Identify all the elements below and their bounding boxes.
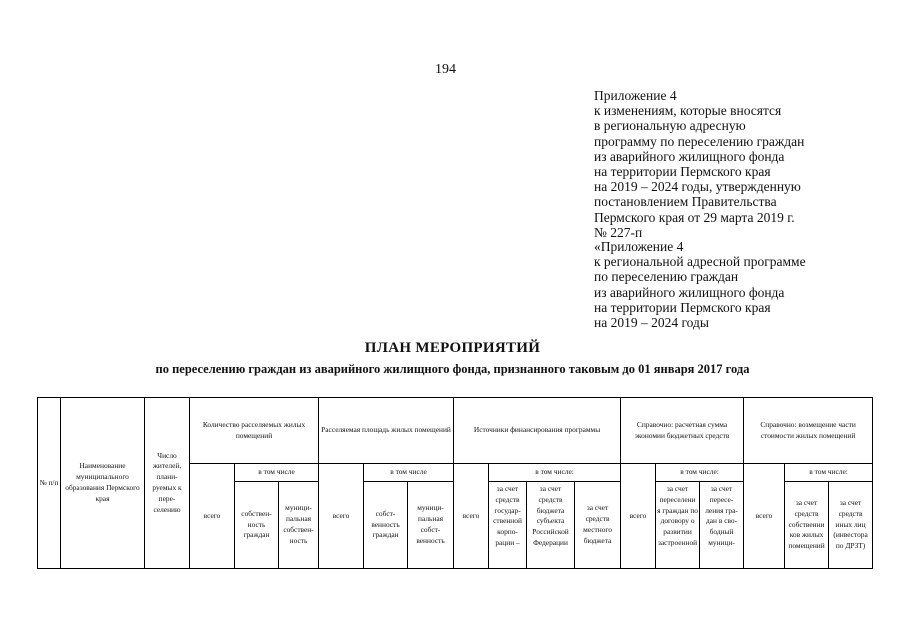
header-count-group: Количество расселяемых жилых помещений: [190, 398, 319, 464]
cell-text: муници- пальная собствен- ность: [283, 503, 314, 545]
header-reimbursement-group: Справочно: возмещение части стоимости жилых помещений: [744, 398, 873, 464]
header-sav-contract: [656, 482, 700, 569]
header-savings-incl: в том числе:: [656, 464, 744, 482]
appendix-line: к региональной адресной программе: [594, 254, 806, 270]
appendix-line: «Приложение 4: [594, 239, 684, 254]
appendix-line: Приложение 4: [594, 88, 677, 103]
appendix-line: по переселению граждан: [594, 269, 739, 285]
appendix-line: № 227-п: [594, 224, 643, 240]
plan-table: [37, 397, 873, 569]
header-savings-group: Справочно: расчетная сумма экономии бюджетных средств: [621, 398, 744, 464]
appendix-line: на территории Пермского края: [594, 299, 771, 315]
appendix-line: в региональную адресную: [594, 118, 746, 134]
header-count-total: всего: [190, 464, 235, 569]
header-sav-municipal: [700, 482, 744, 569]
appendix-line: постановлением Правительства: [594, 194, 777, 210]
header-num: № п/п: [38, 398, 61, 569]
header-finance-total: всего: [454, 464, 489, 569]
page-number: 194: [435, 62, 456, 77]
appendix-line: на 2019 – 2024 годы, утвержденную: [594, 179, 801, 195]
header-fin-corp: [489, 482, 527, 569]
header-fin-region: [527, 482, 575, 569]
header-area-group: Расселяемая площадь жилых помещений: [319, 398, 454, 464]
header-municipality: Наименование муниципального образования Пермского края: [61, 398, 145, 569]
cell-text: муници- пальная собст- венность: [416, 503, 445, 545]
header-reimb-total: всего: [744, 464, 785, 569]
appendix-line: на 2019 – 2024 годы: [594, 315, 709, 331]
header-area-mun: [408, 482, 454, 569]
header-reimb-owners: [785, 482, 829, 569]
header-residents: Число жителей, плани- руемых к пере- селению: [145, 398, 190, 569]
appendix-line: к изменениям, которые вносятся: [594, 103, 782, 119]
cell-text: за счет средств иных лиц (инвестора по ДРЗТ): [833, 498, 868, 551]
header-area-incl: в том числе: [364, 464, 454, 482]
cell-text: за счет средств государ- ственной корпо- рации –: [493, 484, 522, 547]
document-title: ПЛАН МЕРОПРИЯТИЙ: [364, 340, 541, 356]
header-savings-total: всего: [621, 464, 656, 569]
header-count-mun: [279, 482, 319, 569]
appendix-change-block: [594, 88, 894, 240]
header-finance-incl: в том числе:: [489, 464, 621, 482]
header-reimb-investor: [829, 482, 873, 569]
header-fin-local: [575, 482, 621, 569]
cell-text: собст- венность граждан: [371, 508, 400, 540]
document-subtitle: по переселению граждан из аварийного жилищного фонда, признанного таковым до 01 января 2017 года: [155, 362, 750, 376]
header-area-own: [364, 482, 408, 569]
appendix-line: из аварийного жилищного фонда: [594, 284, 785, 300]
cell-text: за счет средств бюджета субъекта Российской Федерации: [532, 484, 569, 547]
cell-text: за счет пересе- ления гра- дан в сво- бодный муници-: [705, 484, 738, 547]
cell-text: за счет переселени я граждан по договору о развитии застроенной: [657, 484, 698, 547]
appendix-line: Пермского края от 29 марта 2019 г.: [594, 209, 795, 225]
cell-text: собствен- ность граждан: [241, 508, 272, 540]
header-reimb-incl: в том числе:: [785, 464, 873, 482]
cell-text: за счет средств местного бюджета: [583, 503, 612, 545]
appendix-program-block: [594, 239, 894, 330]
header-area-total: всего: [319, 464, 364, 569]
appendix-line: на территории Пермского края: [594, 164, 771, 180]
appendix-line: из аварийного жилищного фонда: [594, 148, 785, 164]
header-count-own: [235, 482, 279, 569]
cell-text: за счет средств собственни ков жилых помещений: [788, 498, 825, 551]
header-count-incl: в том числе: [235, 464, 319, 482]
header-finance-group: Источники финансирования программы: [454, 398, 621, 464]
appendix-line: программу по переселению граждан: [594, 133, 805, 149]
